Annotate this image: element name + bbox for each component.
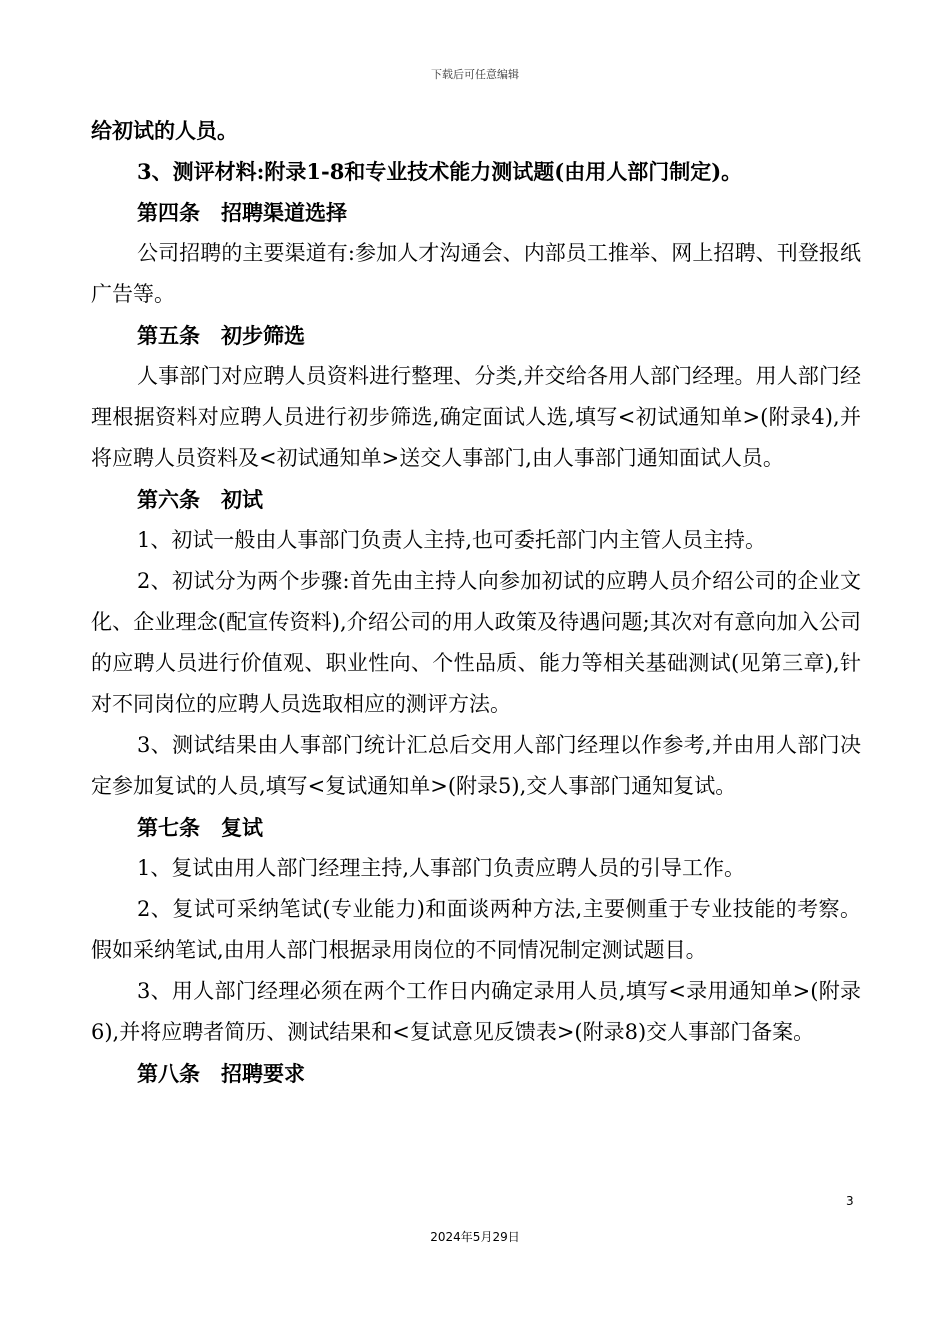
paragraph: 人事部门对应聘人员资料进行整理、分类,并交给各用人部门经理。用人部门经理根据资料对应聘人员进行初步筛选,确定面试人选,填写<初试通知单>(附录4),并将应聘人员资料及<初试通知单>送交人事部门,由人事部门通知面试人员。	[91, 364, 861, 470]
footer-date: 2024年5月29日	[430, 1230, 520, 1244]
paragraph: 2、复试可采纳笔试(专业能力)和面谈两种方法,主要侧重于专业技能的考察。假如采纳笔试,由用人部门根据录用岗位的不同情况制定测试题目。	[91, 897, 861, 962]
paragraph: 2、初试分为两个步骤:首先由主持人向参加初试的应聘人员介绍公司的企业文化、企业理念(配宣传资料),介绍公司的用人政策及待遇问题;其次对有意向加入公司的应聘人员进行价值观、职业性向、个性品质、能力等相关基础测试(见第三章),针对不同岗位的应聘人员选取相应的测评方法。	[91, 569, 861, 716]
page-header: 下载后可任意编辑	[431, 68, 519, 81]
section-heading: 第五条 初步筛选	[137, 323, 305, 348]
paragraph: 给初试的人员。	[91, 118, 238, 143]
paragraph: 公司招聘的主要渠道有:参加人才沟通会、内部员工推举、网上招聘、刊登报纸广告等。	[91, 241, 861, 306]
paragraph: 3、测试结果由人事部门统计汇总后交用人部门经理以作参考,并由用人部门决定参加复试的人员,填写<复试通知单>(附录5),交人事部门通知复试。	[91, 733, 861, 798]
section-heading: 第八条 招聘要求	[137, 1061, 305, 1086]
paragraph: 1、初试一般由人事部门负责人主持,也可委托部门内主管人员主持。	[137, 528, 767, 552]
section-heading: 第六条 初试	[137, 487, 263, 512]
paragraph: 3、用人部门经理必须在两个工作日内确定录用人员,填写<录用通知单>(附录6),并将应聘者简历、测试结果和<复试意见反馈表>(附录8)交人事部门备案。	[91, 979, 861, 1044]
document-body	[91, 110, 861, 1094]
page-number: 3	[846, 1194, 854, 1208]
section-heading: 第七条 复试	[137, 815, 263, 840]
section-heading: 第四条 招聘渠道选择	[137, 200, 347, 225]
paragraph: 3、测评材料:附录1-8和专业技术能力测试题(由用人部门制定)。	[137, 159, 743, 184]
paragraph: 1、复试由用人部门经理主持,人事部门负责应聘人员的引导工作。	[137, 856, 746, 880]
